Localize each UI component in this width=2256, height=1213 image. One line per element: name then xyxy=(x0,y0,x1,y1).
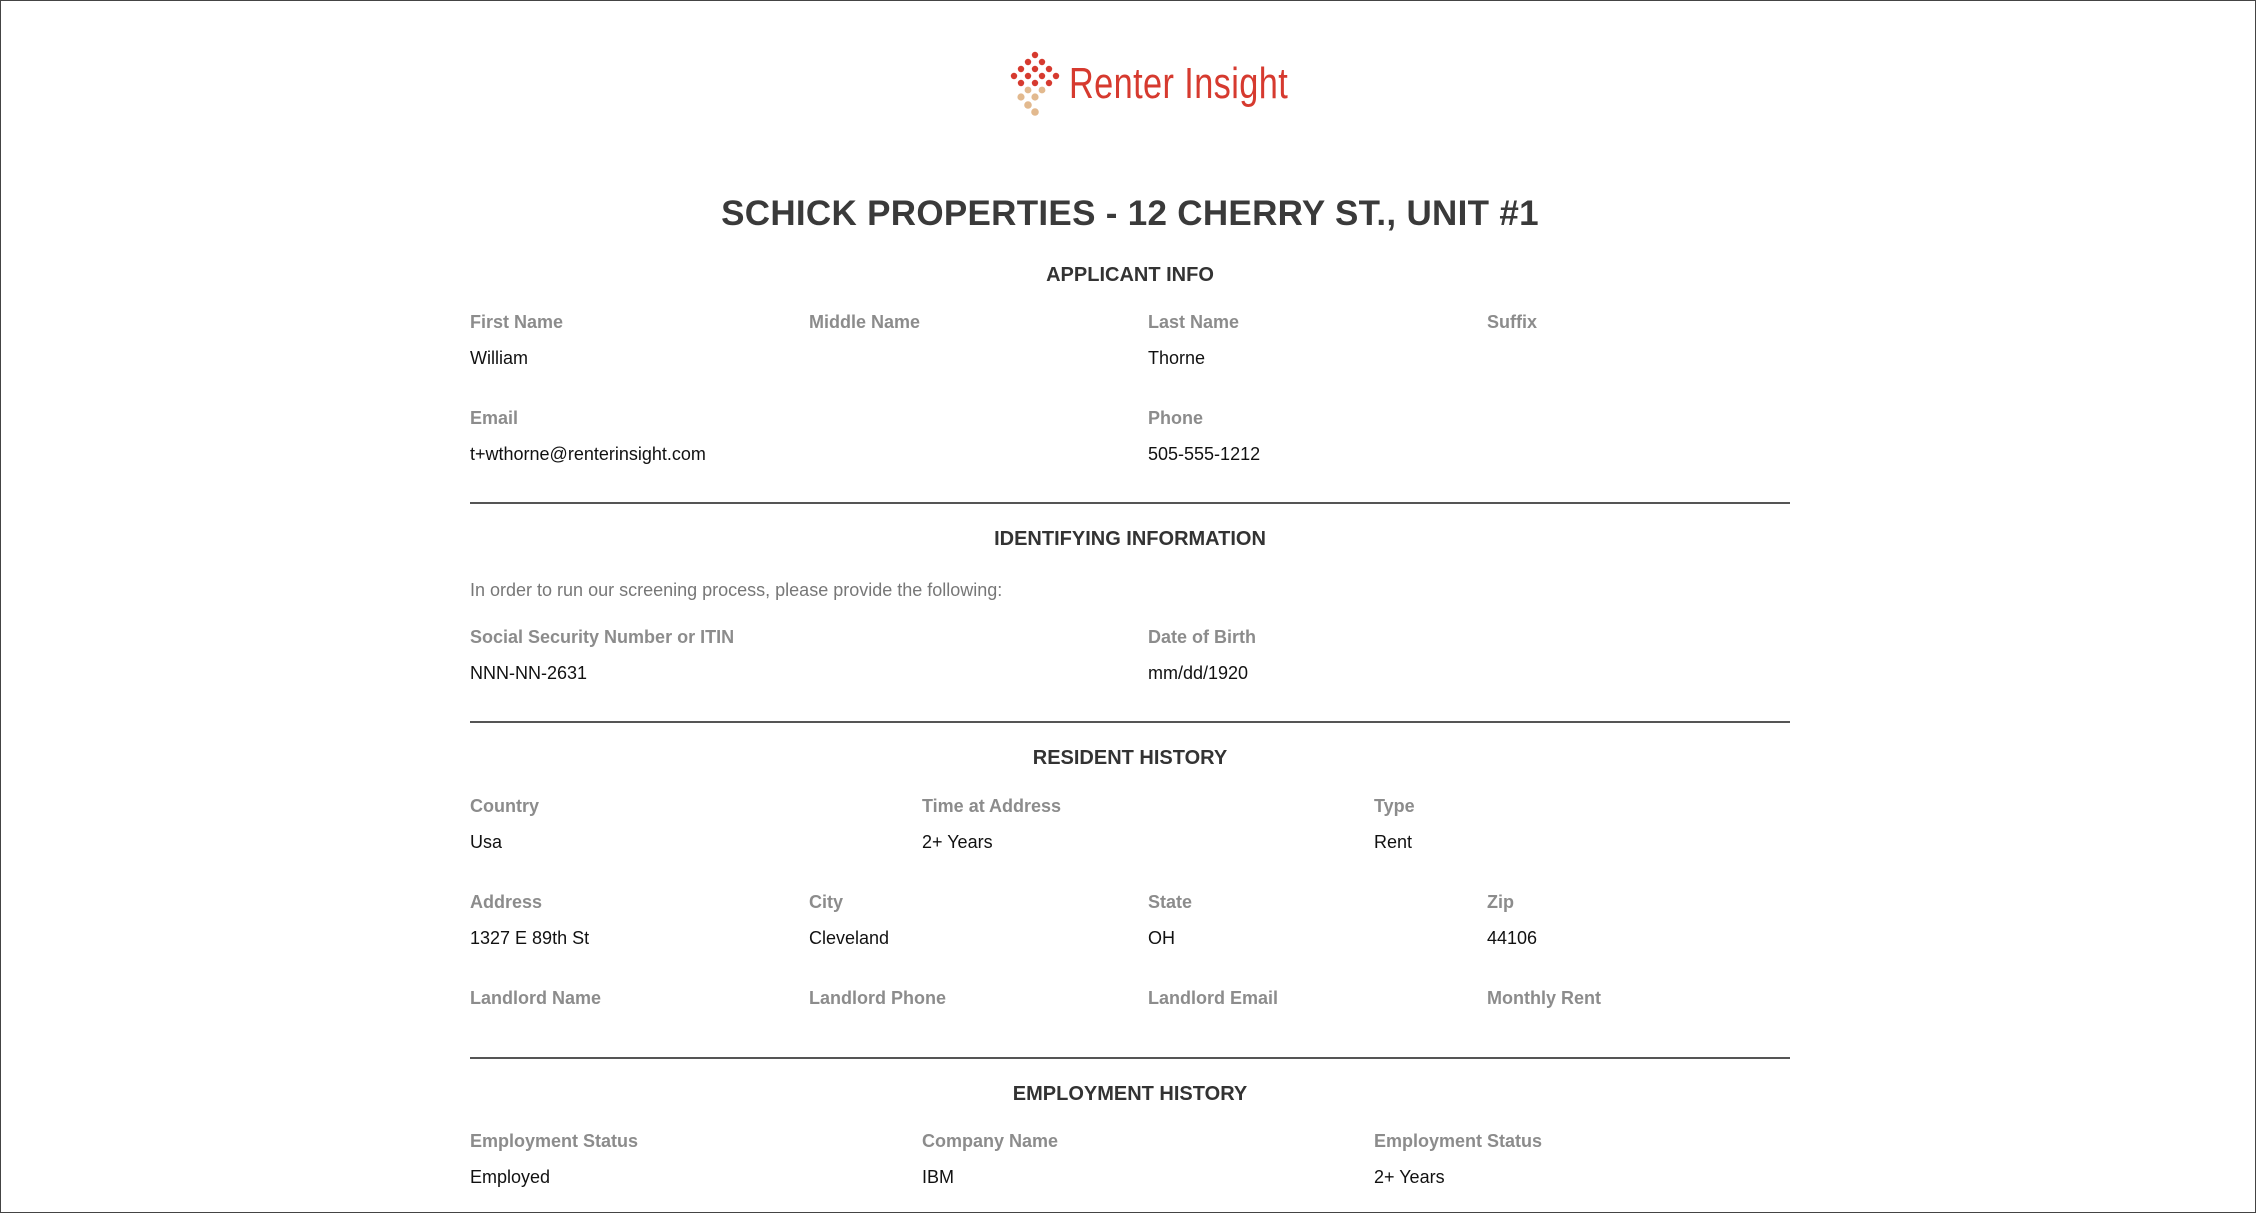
ssn-value: NNN-NN-2631 xyxy=(470,663,588,683)
section-title-resident-history: RESIDENT HISTORY xyxy=(1032,747,1228,769)
city-value: Cleveland xyxy=(809,928,890,948)
phone-value: 505-555-1212 xyxy=(1148,444,1261,464)
dob-value: mm/dd/1920 xyxy=(1148,663,1249,683)
employment-duration-label: Employment Status xyxy=(1374,1131,1543,1151)
country-value: Usa xyxy=(470,832,503,852)
middle-name-label: Middle Name xyxy=(809,312,921,332)
first-name-label: First Name xyxy=(470,312,564,332)
section-divider xyxy=(470,502,1790,504)
monthly-rent-label: Monthly Rent xyxy=(1487,988,1601,1008)
brand-name: Renter Insight xyxy=(1069,59,1289,108)
suffix-label: Suffix xyxy=(1487,312,1538,332)
last-name-label: Last Name xyxy=(1148,312,1240,332)
section-title-applicant-info: APPLICANT INFO xyxy=(1046,264,1214,286)
page-title: SCHICK PROPERTIES - 12 CHERRY ST., UNIT #1 xyxy=(721,194,1539,233)
state-value: OH xyxy=(1148,928,1175,948)
residence-type-value: Rent xyxy=(1374,832,1413,852)
last-name-value: Thorne xyxy=(1148,348,1206,368)
email-label: Email xyxy=(470,408,519,428)
landlord-name-label: Landlord Name xyxy=(470,988,602,1008)
dob-label: Date of Birth xyxy=(1148,627,1256,647)
section-title-identifying-information: IDENTIFYING INFORMATION xyxy=(994,528,1266,550)
employment-duration-value: 2+ Years xyxy=(1374,1167,1445,1187)
address-value: 1327 E 89th St xyxy=(470,928,590,948)
residence-type-label: Type xyxy=(1374,796,1415,816)
ssn-label: Social Security Number or ITIN xyxy=(470,627,735,647)
renter-insight-logo[interactable] xyxy=(1009,51,1350,117)
first-name-value: William xyxy=(470,348,528,368)
email-value: t+wthorne@renterinsight.com xyxy=(470,444,706,464)
zip-value: 44106 xyxy=(1487,928,1538,948)
section-title-employment-history: EMPLOYMENT HISTORY xyxy=(1012,1083,1248,1105)
section-divider xyxy=(470,1057,1790,1059)
employment-status-value: Employed xyxy=(470,1167,551,1187)
landlord-email-label: Landlord Email xyxy=(1148,988,1279,1008)
country-label: Country xyxy=(470,796,539,816)
state-label: State xyxy=(1148,892,1193,912)
company-name-value: IBM xyxy=(922,1167,955,1187)
landlord-phone-label: Landlord Phone xyxy=(809,988,946,1008)
zip-label: Zip xyxy=(1487,892,1514,912)
identifying-intro-text: In order to run our screening process, please provide the following: xyxy=(470,580,1003,600)
time-at-address-label: Time at Address xyxy=(922,796,1062,816)
employment-status-label: Employment Status xyxy=(470,1131,639,1151)
address-label: Address xyxy=(470,892,543,912)
section-divider xyxy=(470,721,1790,723)
phone-label: Phone xyxy=(1148,408,1204,428)
city-label: City xyxy=(809,892,844,912)
diamond-dots-logo-icon xyxy=(1009,51,1061,117)
company-name-label: Company Name xyxy=(922,1131,1059,1151)
time-at-address-value: 2+ Years xyxy=(922,832,993,852)
